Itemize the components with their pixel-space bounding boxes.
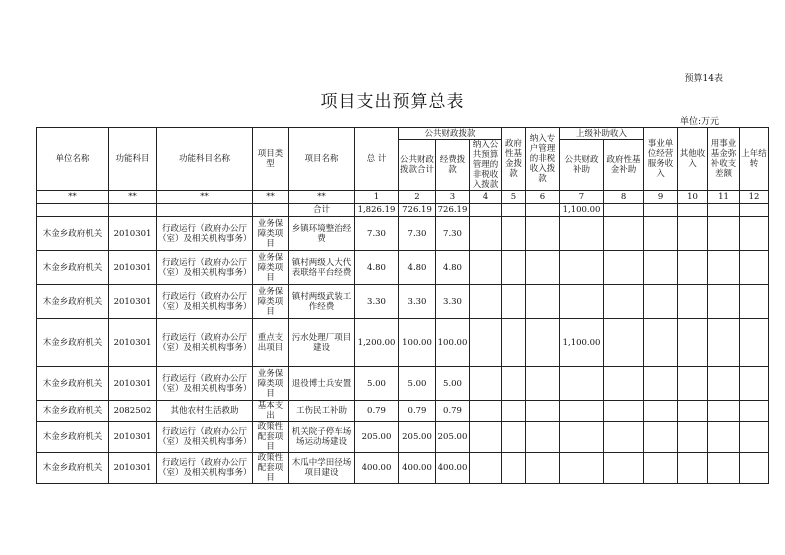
- cell-name: 工伤民工补助: [289, 401, 355, 422]
- cell-code: 2010301: [109, 453, 157, 484]
- cell-total: 205.00: [355, 422, 399, 453]
- table-row: [37, 401, 769, 422]
- cell-name: 镇村两级武装工作经费: [289, 285, 355, 319]
- cell-public: 7.30: [399, 217, 436, 251]
- header-business-income: 事业单位经营服务收入: [644, 128, 678, 191]
- cell-type: 业务保障类项目: [253, 367, 289, 401]
- header-func-name: 功能科目名称: [157, 128, 253, 191]
- table-row: [37, 217, 769, 251]
- table-row: [37, 453, 769, 484]
- index-cell: 12: [740, 191, 769, 204]
- cell-type: 政策性配套项目: [253, 422, 289, 453]
- cell-public: 0.79: [399, 401, 436, 422]
- cell-name: 污水处理厂项目建设: [289, 319, 355, 367]
- cell-public: 400.00: [399, 453, 436, 484]
- cell-name: 机关院子停车场场运动场建设: [289, 422, 355, 453]
- cell-public: 4.80: [399, 251, 436, 285]
- cell-superior: [560, 401, 604, 422]
- table-row: [37, 422, 769, 453]
- cell-code: 2010301: [109, 367, 157, 401]
- header-proj-type: 项目类型: [253, 128, 289, 191]
- cell-type: 业务保障类项目: [253, 251, 289, 285]
- cell-type: 重点支出项目: [253, 319, 289, 367]
- header-gov-fund: 政府性基金拨款: [502, 128, 526, 191]
- header-reserve-fund: 用事业基金弥补收支差额: [708, 128, 740, 191]
- header-superior-subsidy: 上级补助收入: [560, 128, 644, 140]
- budget-table: [36, 127, 769, 484]
- cell-code: 2010301: [109, 251, 157, 285]
- cell-unit: 木金乡政府机关: [37, 401, 109, 422]
- cell-name: 乡镇环境整治经费: [289, 217, 355, 251]
- cell-unit: 木金乡政府机关: [37, 285, 109, 319]
- cell-superior: [560, 285, 604, 319]
- header-carryover: 上年结转: [740, 128, 769, 191]
- cell-name: 镇村两级人大代表联络平台经费: [289, 251, 355, 285]
- cell-superior: [560, 453, 604, 484]
- cell-type: 政策性配套项目: [253, 453, 289, 484]
- header-funds-alloc: 经费拨款: [436, 140, 470, 191]
- page-title: 项目支出预算总表: [320, 92, 465, 112]
- form-code: 预算14表: [684, 74, 723, 84]
- index-cell: **: [157, 191, 253, 204]
- index-cell: 10: [678, 191, 708, 204]
- cell-func: 行政运行（政府办公厅（室）及相关机构事务）: [157, 422, 253, 453]
- header-public-fiscal: 公共财政拨款: [399, 128, 502, 140]
- cell-type: 业务保障类项目: [253, 217, 289, 251]
- cell-code: 2010301: [109, 422, 157, 453]
- cell-unit: 木金乡政府机关: [37, 422, 109, 453]
- header-func-code: 功能科目: [109, 128, 157, 191]
- index-cell: 9: [644, 191, 678, 204]
- cell-superior: 1,100.00: [560, 319, 604, 367]
- table-row: [37, 285, 769, 319]
- cell-funds: 4.80: [436, 251, 470, 285]
- cell-funds: 205.00: [436, 422, 470, 453]
- cell-name: 木瓜中学田径场项目建设: [289, 453, 355, 484]
- header-public-fiscal-total: 公共财政拨款合计: [399, 140, 436, 191]
- cell-func: 行政运行（政府办公厅（室）及相关机构事务）: [157, 251, 253, 285]
- header-budget-nontax: 纳入公共预算管理的非税收入拨款: [470, 140, 502, 191]
- header-proj-name: 项目名称: [289, 128, 355, 191]
- index-cell: 8: [604, 191, 644, 204]
- cell-code: 2010301: [109, 285, 157, 319]
- cell-func: 其他农村生活救助: [157, 401, 253, 422]
- index-cell: **: [253, 191, 289, 204]
- cell-unit: 木金乡政府机关: [37, 217, 109, 251]
- cell-funds: 100.00: [436, 319, 470, 367]
- header-unit-name: 单位名称: [37, 128, 109, 191]
- cell-superior: [560, 422, 604, 453]
- table-row: [37, 367, 769, 401]
- table-row: [37, 319, 769, 367]
- total-public: 726.19: [399, 204, 436, 217]
- cell-funds: 400.00: [436, 453, 470, 484]
- index-cell: 2: [399, 191, 436, 204]
- cell-public: 100.00: [399, 319, 436, 367]
- cell-unit: 木金乡政府机关: [37, 367, 109, 401]
- cell-total: 5.00: [355, 367, 399, 401]
- index-cell: **: [289, 191, 355, 204]
- cell-total: 1,200.00: [355, 319, 399, 367]
- cell-code: 2082502: [109, 401, 157, 422]
- header-total: 总 计: [355, 128, 399, 191]
- column-index-row: [37, 191, 769, 204]
- index-cell: 6: [526, 191, 560, 204]
- cell-public: 5.00: [399, 367, 436, 401]
- index-cell: 1: [355, 191, 399, 204]
- header-special-nontax: 纳入专户管理的非税收入拨款: [526, 128, 560, 191]
- cell-total: 4.80: [355, 251, 399, 285]
- cell-name: 退役博士兵安置: [289, 367, 355, 401]
- index-cell: 3: [436, 191, 470, 204]
- cell-unit: 木金乡政府机关: [37, 319, 109, 367]
- cell-funds: 5.00: [436, 367, 470, 401]
- cell-total: 7.30: [355, 217, 399, 251]
- cell-unit: 木金乡政府机关: [37, 251, 109, 285]
- index-cell: **: [37, 191, 109, 204]
- cell-superior: [560, 251, 604, 285]
- cell-func: 行政运行（政府办公厅（室）及相关机构事务）: [157, 285, 253, 319]
- total-label: 合计: [289, 204, 355, 217]
- cell-code: 2010301: [109, 217, 157, 251]
- cell-superior: [560, 217, 604, 251]
- index-cell: 5: [502, 191, 526, 204]
- total-superior: 1,100.00: [560, 204, 604, 217]
- unit-label: 单位:万元: [679, 117, 719, 127]
- cell-func: 行政运行（政府办公厅（室）及相关机构事务）: [157, 453, 253, 484]
- cell-funds: 0.79: [436, 401, 470, 422]
- header-fiscal-subsidy: 公共财政补助: [560, 140, 604, 191]
- index-cell: 7: [560, 191, 604, 204]
- total-row: [37, 204, 769, 217]
- cell-type: 业务保障类项目: [253, 285, 289, 319]
- cell-total: 3.30: [355, 285, 399, 319]
- cell-public: 3.30: [399, 285, 436, 319]
- cell-func: 行政运行（政府办公厅（室）及相关机构事务）: [157, 217, 253, 251]
- index-cell: 4: [470, 191, 502, 204]
- index-cell: 11: [708, 191, 740, 204]
- cell-total: 400.00: [355, 453, 399, 484]
- cell-func: 行政运行（政府办公厅（室）及相关机构事务）: [157, 367, 253, 401]
- index-cell: **: [109, 191, 157, 204]
- cell-public: 205.00: [399, 422, 436, 453]
- total-amount: 1,826.19: [355, 204, 399, 217]
- cell-type: 基本支出: [253, 401, 289, 422]
- header-gov-fund-subsidy: 政府性基金补助: [604, 140, 644, 191]
- cell-func: 行政运行（政府办公厅（室）及相关机构事务）: [157, 319, 253, 367]
- cell-funds: 7.30: [436, 217, 470, 251]
- cell-funds: 3.30: [436, 285, 470, 319]
- total-funds: 726.19: [436, 204, 470, 217]
- cell-code: 2010301: [109, 319, 157, 367]
- cell-superior: [560, 367, 604, 401]
- cell-total: 0.79: [355, 401, 399, 422]
- cell-unit: 木金乡政府机关: [37, 453, 109, 484]
- header-other-income: 其他收入: [678, 128, 708, 191]
- table-row: [37, 251, 769, 285]
